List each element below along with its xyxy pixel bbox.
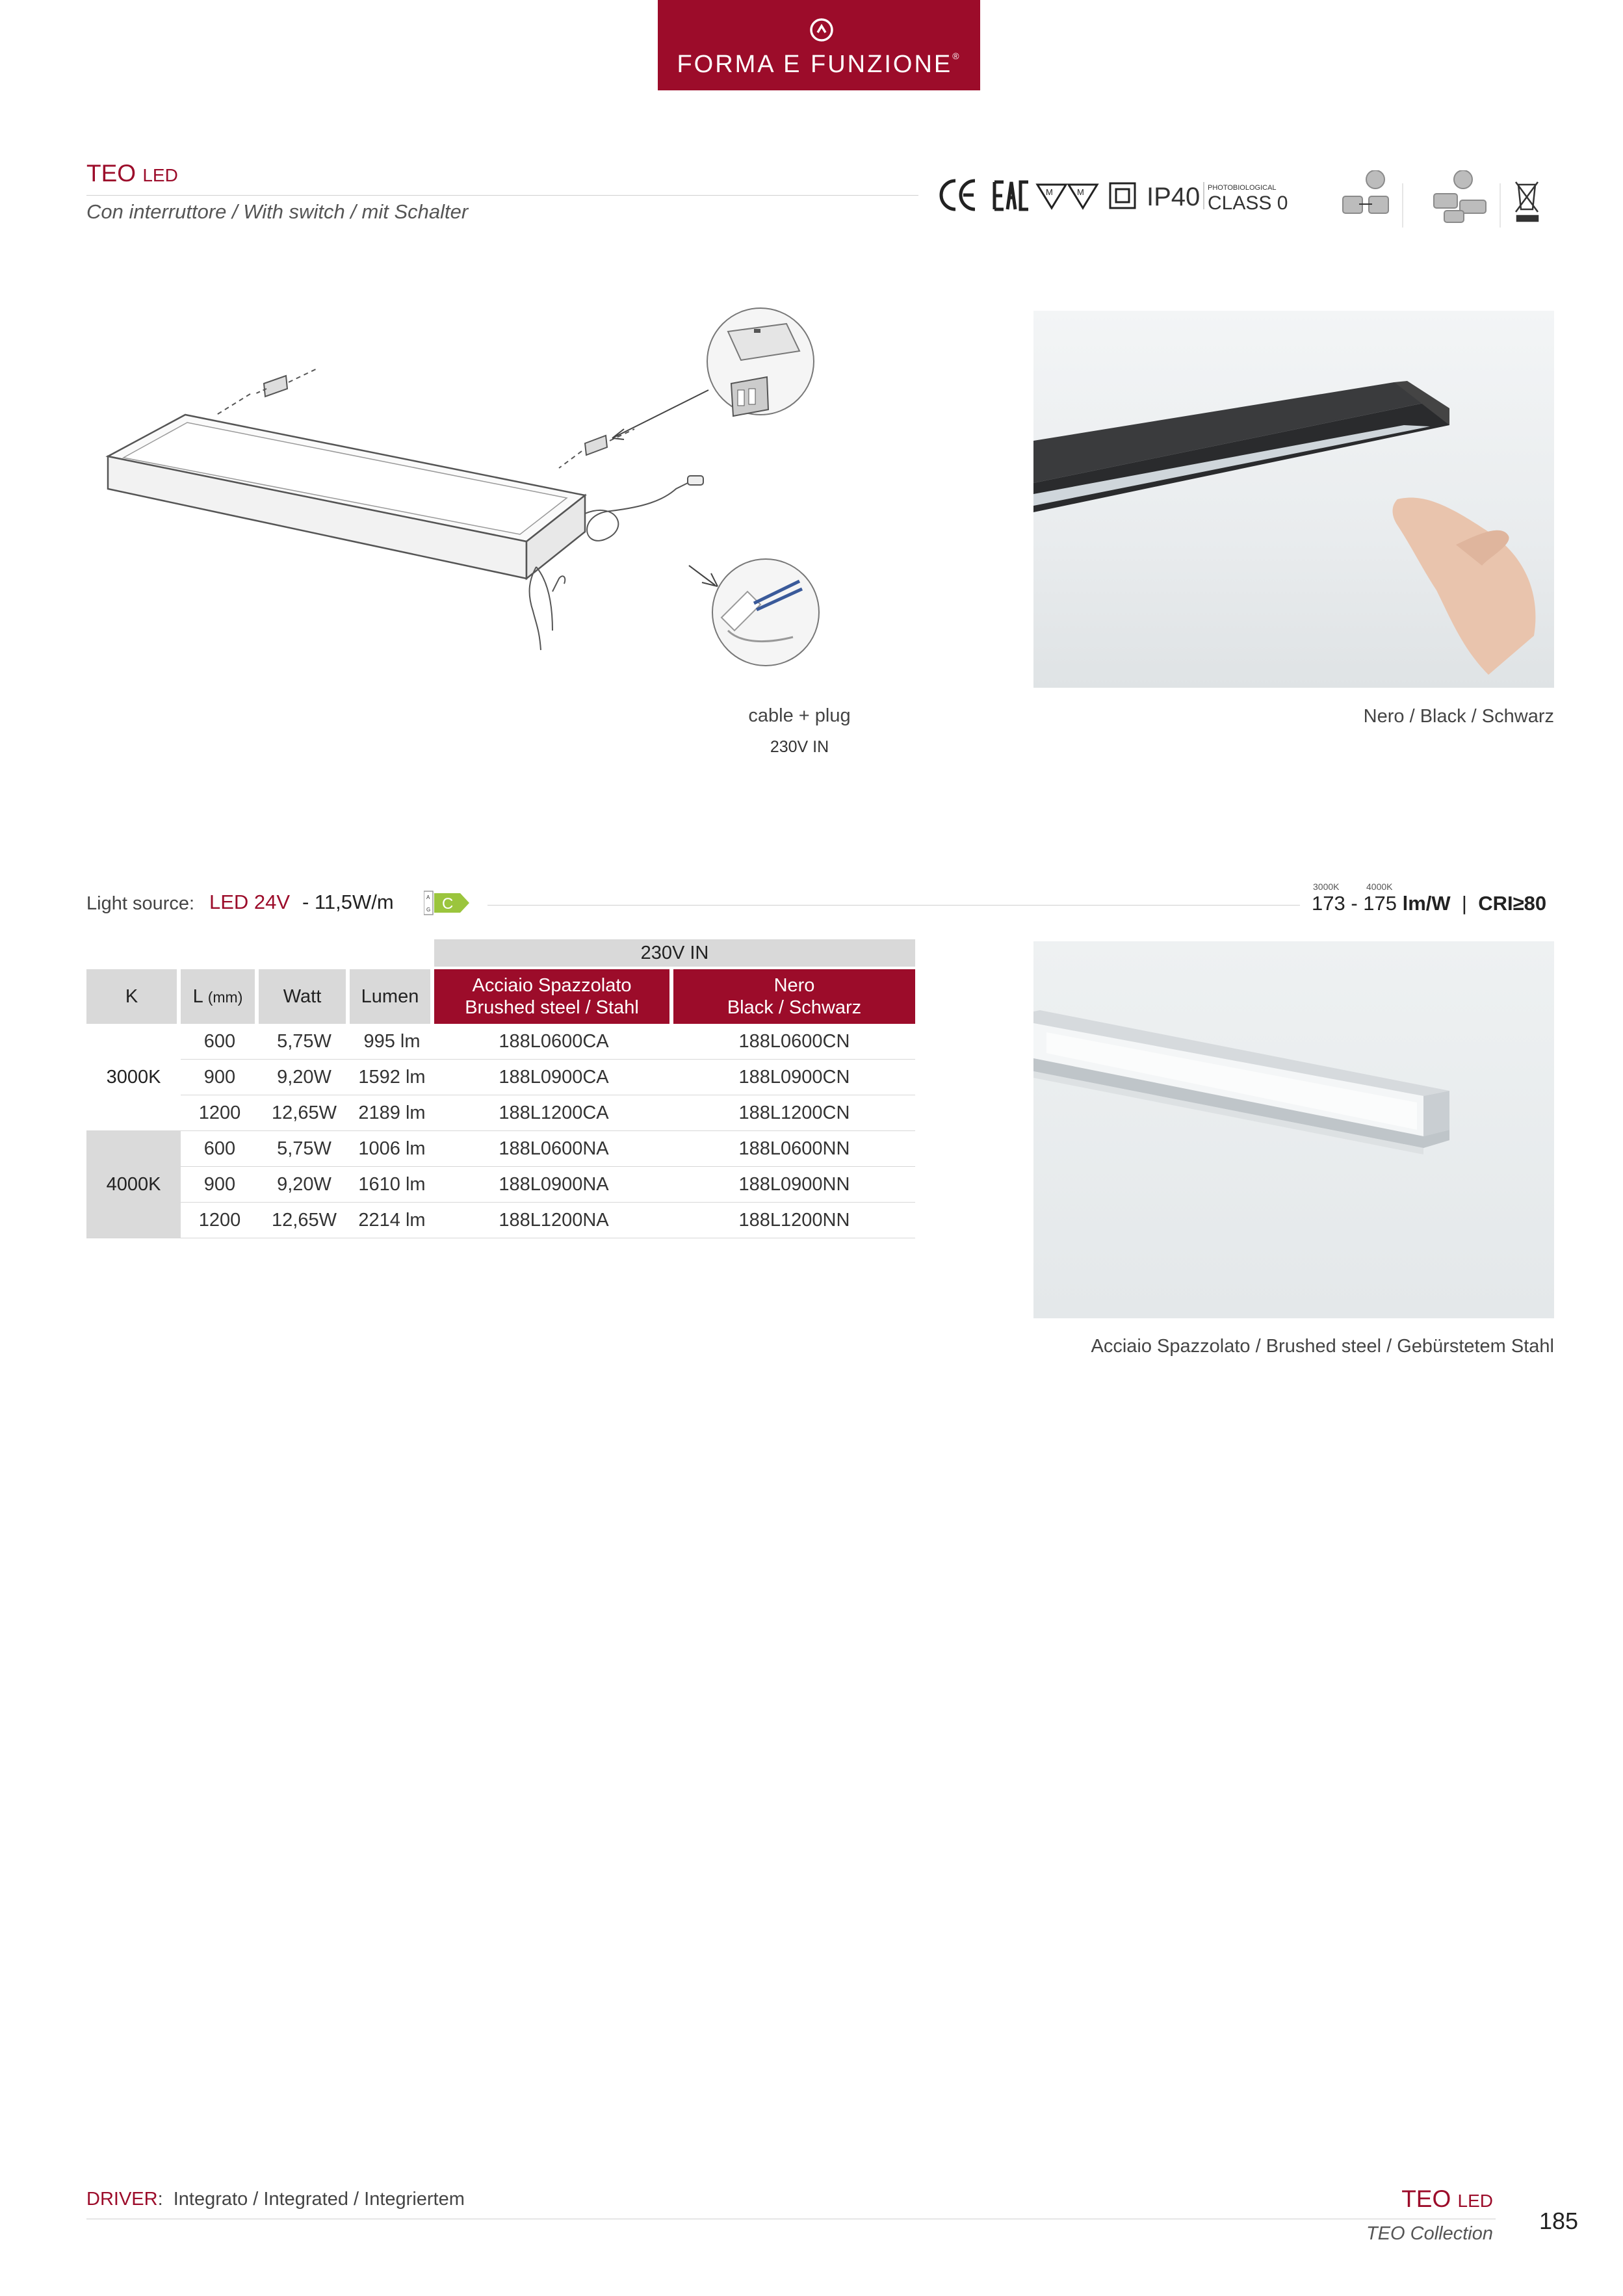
product-subtitle: Con interruttore / With switch / mit Schalter	[86, 200, 469, 223]
cell-length: 600	[181, 1024, 259, 1060]
table-row	[86, 1131, 915, 1167]
cell-code-black: 188L0600NN	[673, 1131, 915, 1167]
table-row	[86, 1203, 915, 1238]
light-source-led: LED 24V	[209, 891, 291, 913]
cell-lumen: 1610 lm	[350, 1167, 434, 1203]
group-k-4000: 4000K	[86, 1131, 181, 1238]
light-source-rule	[487, 905, 1300, 906]
technical-drawing	[104, 306, 858, 696]
col-header-length: L (mm)	[181, 967, 259, 1024]
brand-logo	[658, 0, 980, 90]
cell-code-black: 188L0600CN	[673, 1024, 915, 1060]
product-code-table	[86, 939, 915, 1238]
table-super-header: 230V IN	[434, 939, 915, 967]
eac-mark-icon	[994, 182, 1028, 209]
photo-steel-finish	[1033, 941, 1554, 1318]
zoom-detail-bracket	[707, 308, 814, 416]
photo-black-finish	[1033, 311, 1554, 688]
svg-text:A: A	[426, 894, 430, 900]
energy-class-label	[424, 891, 471, 915]
table-row	[86, 1167, 915, 1203]
mm-furniture-mark-icon	[1037, 185, 1097, 208]
cell-lumen: 2189 lm	[350, 1095, 434, 1131]
cell-watt: 5,75W	[259, 1024, 350, 1060]
cell-code-steel: 188L1200CA	[434, 1095, 673, 1131]
cable	[585, 482, 689, 541]
footer-driver: DRIVER: Integrato / Integrated / Integriertem	[86, 2189, 465, 2210]
col-header-lumen: Lumen	[350, 967, 434, 1024]
photo-black-caption: Nero / Black / Schwarz	[1363, 706, 1554, 727]
page-number: 185	[1539, 2208, 1579, 2234]
cell-lumen: 1592 lm	[350, 1060, 434, 1095]
photobiological-label: PHOTOBIOLOGICAL	[1208, 184, 1277, 192]
cell-lumen: 2214 lm	[350, 1203, 434, 1238]
efficacy-value: 173 - 175	[1312, 892, 1397, 915]
cri-value: CRI≥80	[1478, 892, 1547, 915]
weee-crossed-bin-icon	[1516, 182, 1538, 221]
cell-code-steel: 188L0900CA	[434, 1060, 673, 1095]
svg-text:G: G	[426, 907, 431, 913]
plug	[688, 476, 703, 485]
cell-watt: 9,20W	[259, 1167, 350, 1203]
brand-mark-icon	[809, 17, 835, 43]
mounting-bracket-left	[255, 376, 287, 397]
cell-code-steel: 188L0600NA	[434, 1131, 673, 1167]
col-header-steel: Acciaio Spazzolato Brushed steel / Stahl	[434, 967, 673, 1024]
svg-text:M: M	[1077, 187, 1084, 197]
cell-code-steel: 188L0600CA	[434, 1024, 673, 1060]
cct-3000-label: 3000K	[1313, 881, 1340, 892]
cell-code-steel: 188L1200NA	[434, 1203, 673, 1238]
col-header-k: K	[86, 967, 181, 1024]
table-row	[86, 1060, 915, 1095]
svg-text:M: M	[1046, 187, 1053, 197]
efficacy-cri: 173 - 175 lm/W | CRI≥80	[1312, 892, 1547, 915]
hand-illustration	[530, 567, 565, 650]
cct-4000-label: 4000K	[1366, 881, 1393, 892]
table-row	[86, 1024, 915, 1060]
cell-length: 600	[181, 1131, 259, 1167]
cell-lumen: 995 lm	[350, 1024, 434, 1060]
class-ii-double-insulation-icon	[1110, 183, 1135, 208]
product-title: TEO LED	[86, 160, 178, 187]
photobiological-class: CLASS 0	[1208, 192, 1288, 214]
cell-length: 900	[181, 1060, 259, 1095]
fixture-outline	[108, 415, 585, 579]
drawing-caption: cable + plug	[748, 705, 851, 726]
efficacy-unit: lm/W	[1402, 892, 1451, 915]
ce-mark-icon	[941, 181, 975, 209]
zoom-detail-plug	[712, 559, 819, 666]
cell-watt: 12,65W	[259, 1203, 350, 1238]
light-source-label: Light source:	[86, 893, 195, 914]
black-fixture-image	[1033, 311, 1554, 688]
cell-length: 1200	[181, 1095, 259, 1131]
drawing-voltage: 230V IN	[770, 738, 829, 756]
certification-icons	[933, 170, 1557, 229]
table-row	[86, 1095, 915, 1131]
brand-name: FORMA E FUNZIONE®	[677, 51, 961, 78]
cell-watt: 5,75W	[259, 1131, 350, 1167]
group-k-3000: 3000K	[86, 1024, 181, 1131]
cell-code-steel: 188L0900NA	[434, 1167, 673, 1203]
mounting-bracket-right	[585, 436, 607, 455]
footer-product: TEO LED	[1401, 2185, 1493, 2212]
cell-watt: 12,65W	[259, 1095, 350, 1131]
steel-fixture-image	[1033, 941, 1554, 1318]
ip-rating: IP40	[1147, 183, 1201, 211]
photo-steel-caption: Acciaio Spazzolato / Brushed steel / Gebürstetem Stahl	[1091, 1336, 1554, 1357]
col-header-watt: Watt	[259, 967, 350, 1024]
light-source-power: - 11,5W/m	[302, 891, 394, 913]
energy-class-letter: C	[442, 895, 454, 913]
footer-collection: TEO Collection	[1366, 2223, 1493, 2244]
header-rule	[86, 195, 918, 196]
cell-code-black: 188L1200NN	[673, 1203, 915, 1238]
installation-pictogram-icon	[1343, 170, 1486, 222]
cell-code-black: 188L1200CN	[673, 1095, 915, 1131]
cell-watt: 9,20W	[259, 1060, 350, 1095]
col-header-black: Nero Black / Schwarz	[673, 967, 915, 1024]
cell-code-black: 188L0900NN	[673, 1167, 915, 1203]
cell-length: 1200	[181, 1203, 259, 1238]
cell-code-black: 188L0900CN	[673, 1060, 915, 1095]
cell-lumen: 1006 lm	[350, 1131, 434, 1167]
cell-length: 900	[181, 1167, 259, 1203]
